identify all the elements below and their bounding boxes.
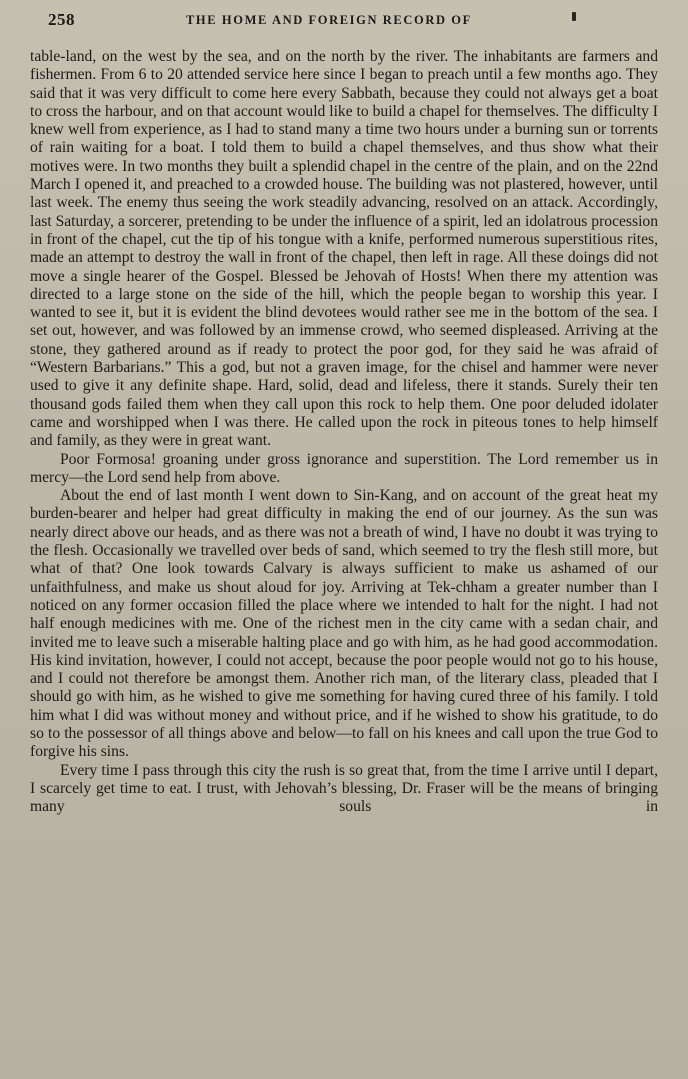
paragraph-formosa: Poor Formosa! groaning under gross ignorance and superstition. The Lord remember us in mercy—the Lord send help from above. (30, 450, 658, 486)
page-number: 258 (48, 10, 75, 29)
ink-mark (572, 12, 576, 21)
paragraph-continued: table-land, on the west by the sea, and on the north by the river. The inhabitants are farmers and fishermen. From 6 to 20 attended service here since I began to preach until a few months ago. They said that it was very difficult to come here every Sabbath, because they could not always get a boat to cross the harbour, and on that account would like to build a chapel for themselves. The difficulty I knew well from experience, as I had to stand many a time two hours under a burning sun or torrents of rain waiting for a boat. I told them to build a chapel themselves, and thus show what their motives were. In two months they built a splendid chapel in the centre of the plain, and on the 22nd March I opened it, and preached to a crowded house. The building was not plastered, however, until last week. The enemy thus seeing the work steadily advancing, resolved on an attack. Accordingly, last Saturday, a sorcerer, pretending to be under the influence of a spirit, led an idolatrous procession in front of the chapel, cut the tip of his tongue with a knife, performed numerous superstitious rites, made an attempt to destroy the wall in front of the chapel, then left in rage. All these doings did not move a single hearer of the Gospel. Blessed be Jehovah of Hosts! When there my attention was directed to a large stone on the side of the hill, which the people began to worship this year. I wanted to see it, but it is evident the blind devotees would rather see me in the bottom of the sea. I set out, however, and was followed by an immense crowd, who seemed displeased. Arriving at the stone, they gathered around as if ready to protect the poor god, for they said he was afraid of “Western Barbarians.” This a god, but not a graven image, for the chisel and hammer were never used to give it any definite shape. Hard, solid, dead and lifeless, there it stands. Surely their ten thousand gods failed them when they call upon this rock to help them. One poor deluded idolater came and worshipped when I was there. He called upon the rock in piteous tones to help himself and family, as they were in great want. (30, 48, 658, 450)
article-body (30, 48, 658, 816)
paragraph-sin-kang: About the end of last month I went down to Sin-Kang, and on account of the great heat my burden-bearer and helper had great difficulty in making the end of our journey. As the sun was nearly direct above our heads, and as there was not a breath of wind, I have no doubt it was trying to the flesh. Occasionally we travelled over beds of sand, which seemed to try the flesh still more, but what of that? One look towards Calvary is always sufficient to make us ashamed of our unfaithfulness, and make us shout aloud for joy. Arriving at Tek-chham a greater number than I noticed on any former occasion filled the place where we intended to halt for the night. I had not half enough medicines with me. One of the richest men in the city came with a sedan chair, and invited me to leave such a miserable halting place and go with him, as he had good accommodation. His kind invitation, however, I could not accept, because the poor people would not go to his house, and I could not therefore be amongst them. Another rich man, of the literary class, pleaded that I should go with him, as he wished to give me something for having cured three of his family. I told him what I did was without money and without price, and if he wished to show his gratitude, to do so to the possessor of all things above and below—to fall on his knees and call upon the true God to forgive his sins. (30, 487, 658, 761)
page-header (48, 10, 608, 34)
running-title: THE HOME AND FOREIGN RECORD OF (186, 13, 472, 27)
paragraph-every-time: Every time I pass through this city the rush is so great that, from the time I arrive until I depart, I scarcely get time to eat. I trust, with Jehovah’s blessing, Dr. Fraser will be the means of bringing many souls in (30, 761, 658, 816)
